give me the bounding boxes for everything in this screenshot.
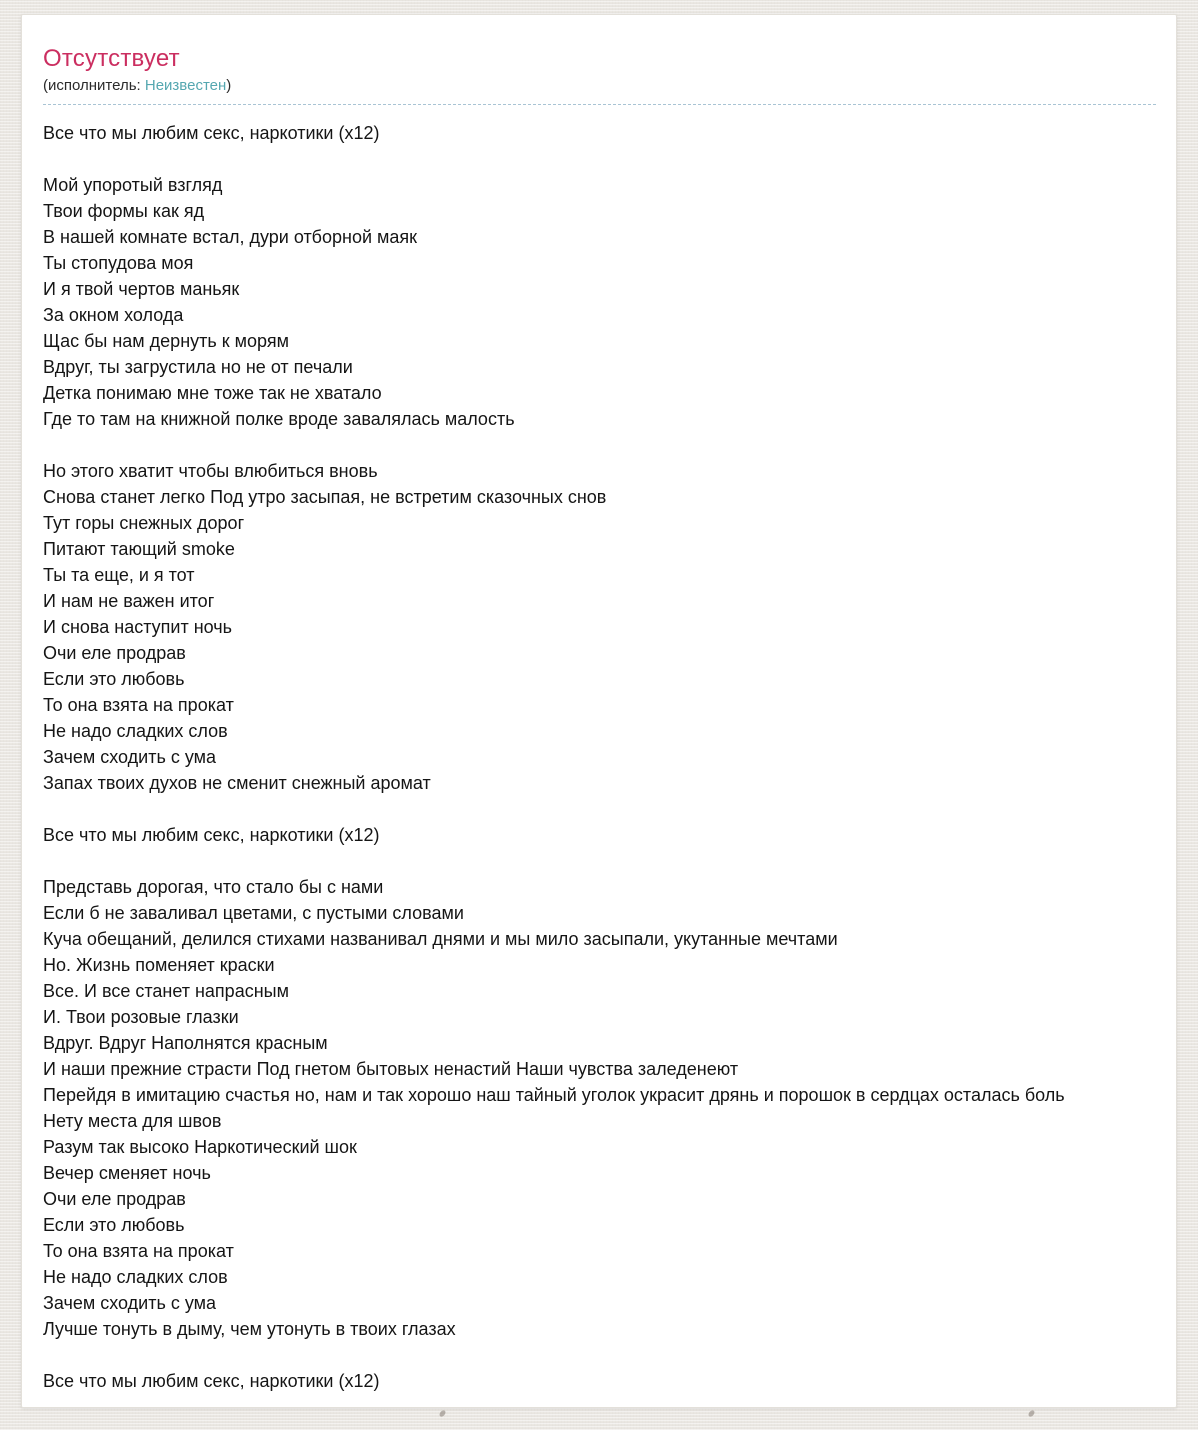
lyric-blank-line bbox=[43, 1342, 1156, 1368]
artist-label-suffix: ) bbox=[226, 77, 232, 94]
lyric-line: Ты стопудова моя bbox=[43, 253, 194, 273]
lyric-line: То она взята на прокат bbox=[43, 695, 234, 715]
lyric-line: Питают тающий smoke bbox=[43, 539, 235, 559]
lyric-line: То она взята на прокат bbox=[43, 1241, 234, 1261]
song-header bbox=[43, 45, 1156, 105]
dust-speck bbox=[1028, 1409, 1036, 1418]
lyric-line: Зачем сходить с ума bbox=[43, 747, 217, 767]
lyric-line: За окном холода bbox=[43, 305, 184, 325]
lyric-line: Тут горы снежных дорог bbox=[43, 513, 245, 533]
lyric-line: Очи еле продрав bbox=[43, 643, 186, 663]
lyric-line: Очи еле продрав bbox=[43, 1189, 186, 1209]
lyric-blank-line bbox=[43, 796, 1156, 822]
lyric-line: Снова станет легко Под утро засыпая, не встретим сказочных снов bbox=[43, 487, 607, 507]
lyric-line: Все что мы любим секс, наркотики (х12) bbox=[43, 1371, 380, 1391]
lyric-blank-line bbox=[43, 432, 1156, 458]
lyric-line: И наши прежние страсти Под гнетом бытовых ненастий Наши чувства заледенеют bbox=[43, 1059, 739, 1079]
lyric-line: Все что мы любим секс, наркотики (х12) bbox=[43, 123, 380, 143]
artist-line bbox=[43, 76, 1156, 95]
artist-label-prefix: (исполнитель: bbox=[43, 77, 145, 94]
lyric-line: И я твой чертов маньяк bbox=[43, 279, 240, 299]
lyric-line: Ты та еще, и я тот bbox=[43, 565, 195, 585]
lyric-line: Все что мы любим секс, наркотики (х12) bbox=[43, 825, 380, 845]
lyric-line: Твои формы как яд bbox=[43, 201, 205, 221]
lyric-line: Где то там на книжной полке вроде завалялась малость bbox=[43, 409, 515, 429]
lyric-line: Разум так высоко Наркотический шок bbox=[43, 1137, 357, 1157]
lyric-line: Если это любовь bbox=[43, 1215, 185, 1235]
lyric-line: Но этого хватит чтобы влюбиться вновь bbox=[43, 461, 378, 481]
lyrics-card bbox=[21, 14, 1177, 1408]
lyric-line: Нету места для швов bbox=[43, 1111, 222, 1131]
dust-speck bbox=[439, 1409, 447, 1418]
lyric-line: И. Твои розовые глазки bbox=[43, 1007, 239, 1027]
lyric-line: И снова наступит ночь bbox=[43, 617, 233, 637]
lyric-line: Лучше тонуть в дыму, чем утонуть в твоих глазах bbox=[43, 1319, 456, 1339]
lyric-line: Запах твоих духов не сменит снежный аромат bbox=[43, 773, 431, 793]
lyric-line: Зачем сходить с ума bbox=[43, 1293, 217, 1313]
lyric-line: Если это любовь bbox=[43, 669, 185, 689]
lyric-line: Детка понимаю мне тоже так не хватало bbox=[43, 383, 382, 403]
lyric-line: Все. И все станет напрасным bbox=[43, 981, 289, 1001]
lyric-line: В нашей комнате встал, дури отборной маяк bbox=[43, 227, 418, 247]
artist-link[interactable]: Неизвестен bbox=[144, 77, 227, 94]
lyrics-text bbox=[43, 120, 1156, 1394]
lyric-blank-line bbox=[43, 146, 1156, 172]
lyric-line: Но. Жизнь поменяет краски bbox=[43, 955, 275, 975]
lyric-line: Мой упоротый взгляд bbox=[43, 175, 223, 195]
lyric-line: Если б не заваливал цветами, с пустыми словами bbox=[43, 903, 464, 923]
lyric-line: Вдруг. Вдруг Наполнятся красным bbox=[43, 1033, 328, 1053]
lyric-line: Щас бы нам дернуть к морям bbox=[43, 331, 289, 351]
lyric-line: Куча обещаний, делился стихами названивал днями и мы мило засыпали, укутанные мечтами bbox=[43, 929, 838, 949]
lyric-line: Не надо сладких слов bbox=[43, 1267, 228, 1287]
lyric-line: Представь дорогая, что стало бы с нами bbox=[43, 877, 384, 897]
lyric-line: И нам не важен итог bbox=[43, 591, 215, 611]
lyric-line: Вечер сменяет ночь bbox=[43, 1163, 211, 1183]
song-title: Отсутствует bbox=[43, 45, 180, 72]
lyric-blank-line bbox=[43, 848, 1156, 874]
lyric-line: Не надо сладких слов bbox=[43, 721, 228, 741]
lyric-line: Перейдя в имитацию счастья но, нам и так хорошо наш тайный уголок украсит дрянь и порошок в сердцах осталась боль bbox=[43, 1085, 1065, 1105]
lyric-line: Вдруг, ты загрустила но не от печали bbox=[43, 357, 353, 377]
